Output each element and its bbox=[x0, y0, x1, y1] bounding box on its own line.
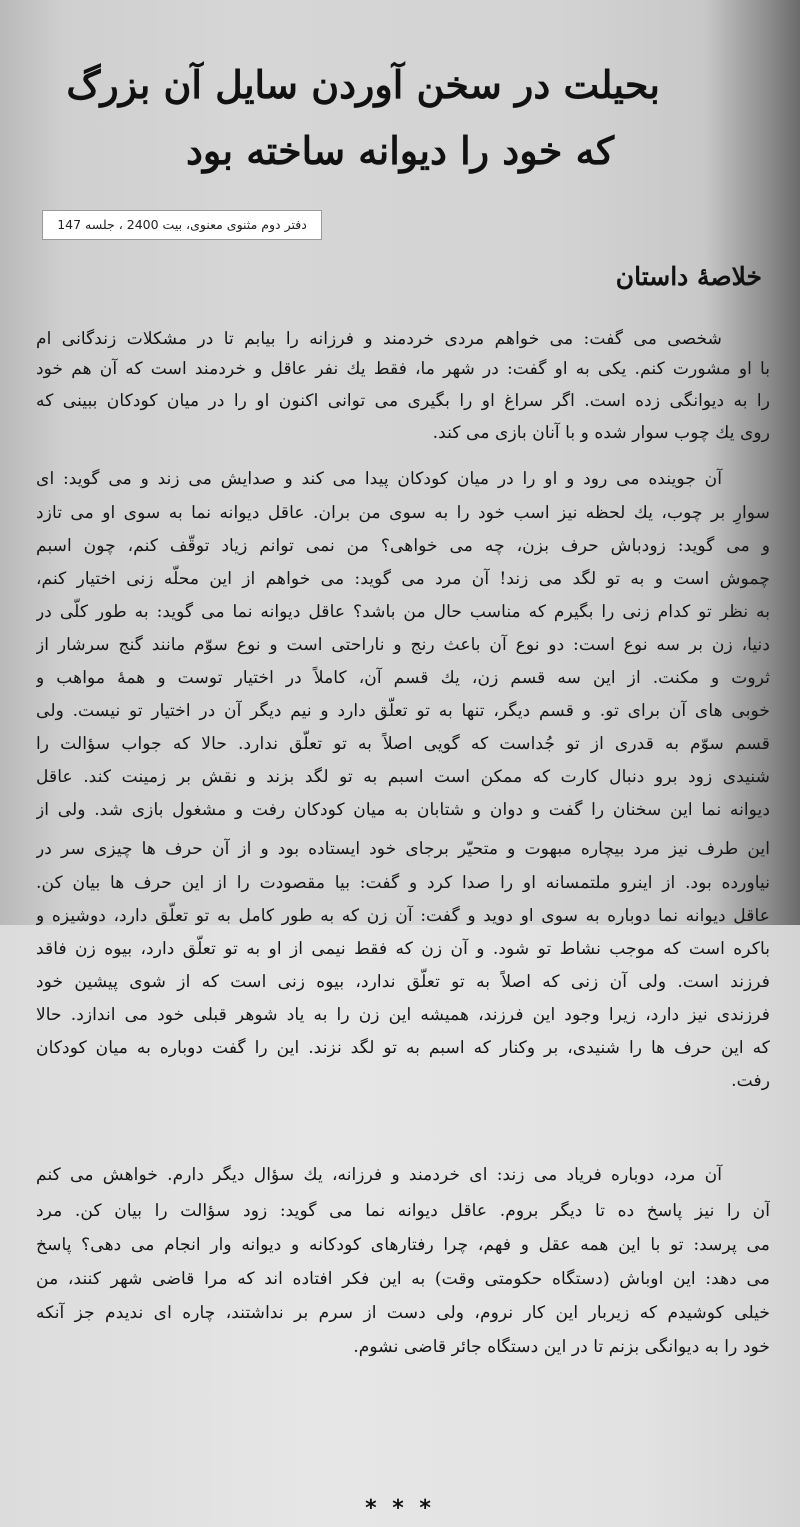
text-line: فرزندی نیز دارد، زیرا وجود این فرزند، همیشه این زن را به یاد شوهر قبلی خود می اندازد. حالا bbox=[36, 1005, 770, 1025]
text-line: دنیا، زن بر سه نوع است: دو نوع آن باعث رنج و ناراحتی است و نوع سوّم مانند گنج سرشار از bbox=[36, 635, 770, 655]
story-title-line-1: بحیلت در سخن آوردن سایل آن بزرگ bbox=[66, 62, 660, 107]
text-line: آن جوینده می رود و او را در میان کودکان پیدا می کند و صدایش می زند و می گوید: ای bbox=[36, 469, 722, 489]
text-line: و می گوید: زودباش حرف بزن، چه می خواهی؟ من نمی توانم زیاد توقّف کنم، چون اسبم bbox=[36, 536, 770, 556]
text-line: خیلی کوشیدم که زیربار این کار نروم، ولی دست از سرم بر نداشتند، چاره ای ندیدم جز آنکه bbox=[36, 1303, 770, 1323]
text-line: رفت. bbox=[731, 1071, 770, 1091]
text-line: روی یك چوب سوار شده و با آنان بازی می کند. bbox=[432, 423, 770, 443]
text-line: را به دیوانگی زده است. اگر سراغ او را بگیری می توانی اکنون او را در میان کودکان ببینی که bbox=[36, 391, 770, 411]
text-line: این طرف نیز مرد بیچاره مبهوت و متحیّر برجای خود ایستاده بود و از آن حرف ها چیزی سر در bbox=[36, 839, 770, 859]
text-line: که این حرف ها را شنیدی، بر وکنار که اسبم به تو لگد نزند. این را گفت دوباره به میان کودکان bbox=[36, 1038, 770, 1058]
source-reference-label: دفتر دوم مثنوی معنوی، بیت 2400 ، جلسه 147 bbox=[42, 210, 322, 240]
text-line: آن را نیز پاسخ ده تا دیگر بروم. عاقل دیوانه نما می گوید: زود سؤالت را بیان کن. مرد bbox=[36, 1201, 770, 1221]
text-line: شنیدی زود برو دنبال کارت که ممکن است اسبم به تو لگد بزند و نقش بر زمینت کند. عاقل bbox=[36, 767, 770, 787]
text-line: نیاورده بود. از اینرو ملتمسانه او را صدا کرد و گفت: بیا مقصودت را از این حرف ها بیان کن. bbox=[36, 873, 770, 893]
text-line: خود را به دیوانگی بزنم تا در این دستگاه جائر قاضی نشوم. bbox=[353, 1337, 770, 1357]
text-line: باکره است که موجب نشاط تو شود. و آن زن که فقط نیمی از او به تو تعلّق دارد، بیوه زن فاقد bbox=[36, 939, 770, 959]
text-line: آن مرد، دوباره فریاد می زند: ای خردمند و فرزانه، یك سؤال دیگر دارم. خواهش می کنم bbox=[36, 1165, 722, 1185]
section-heading: خلاصهٔ داستان bbox=[615, 262, 762, 291]
text-line: فرزند است. ولی آن زنی که اصلاً به تو تعلّق ندارد، بیوه زنی است که از شوی پیشین خود bbox=[36, 972, 770, 992]
text-line: چموش است و به تو لگد می زند! آن مرد می گوید: می خواهم از این محلّه زنی اختیار کنم، bbox=[36, 569, 770, 589]
text-line: شخصی می گفت: می خواهم مردی خردمند و فرزانه را بیابم تا در مشکلات زندگانی ام bbox=[36, 329, 722, 349]
text-line: خوبی های آن برای تو. و قسم دیگر، تنها به تو تعلّق دارد و نیم دیگر آن در اختیار تو نیست. ولی bbox=[36, 701, 770, 721]
text-line: دیوانه نما این سخنان را گفت و دوان و شتابان به میان کودکان رفت و مشغول بازی شد. ولی از bbox=[36, 800, 770, 820]
text-line: ثروت و مکنت. از این سه قسم زن، یك قسم آن، کاملاً در اختیار توست و همهٔ مواهب و bbox=[36, 668, 770, 688]
text-line: قسم سوّم به قدری از تو جُداست که گویی اصلاً به تو تعلّق ندارد. حالا که جواب سؤالت را bbox=[36, 734, 770, 754]
text-line: عاقل دیوانه نما دوباره به سوی او دوید و گفت: آن زن که به طور کامل به تو تعلّق دارد، دوشیزه و bbox=[36, 906, 770, 926]
story-title-line-2: که خود را دیوانه ساخته بود bbox=[185, 128, 615, 173]
text-line: می دهد: این اوباش (دستگاه حکومتی وقت) به این فکر افتاده اند که مرا قاضی شهر کنند، من bbox=[36, 1269, 770, 1289]
text-line: به نظر تو کدام زنی را بگیرم که مناسب حال من باشد؟ عاقل دیوانه نما می گوید: به طور کلّی در bbox=[36, 602, 770, 622]
text-line: سوارِ بر چوب، یك لحظه نیز اسب خود را به سوی من بران. عاقل دیوانه نما به سوی او می تازد bbox=[36, 503, 770, 523]
text-line: می پرسد: تو با این همه عقل و فهم، چرا رفتارهای کودکانه و دیوانه وار انجام می دهی؟ پاسخ bbox=[36, 1235, 770, 1255]
end-mark: * * * bbox=[365, 1496, 435, 1521]
text-line: با او مشورت کنم. یکی به او گفت: در شهر ما، فقط یك نفر عاقل و خردمند است که آن هم خود bbox=[36, 359, 770, 379]
